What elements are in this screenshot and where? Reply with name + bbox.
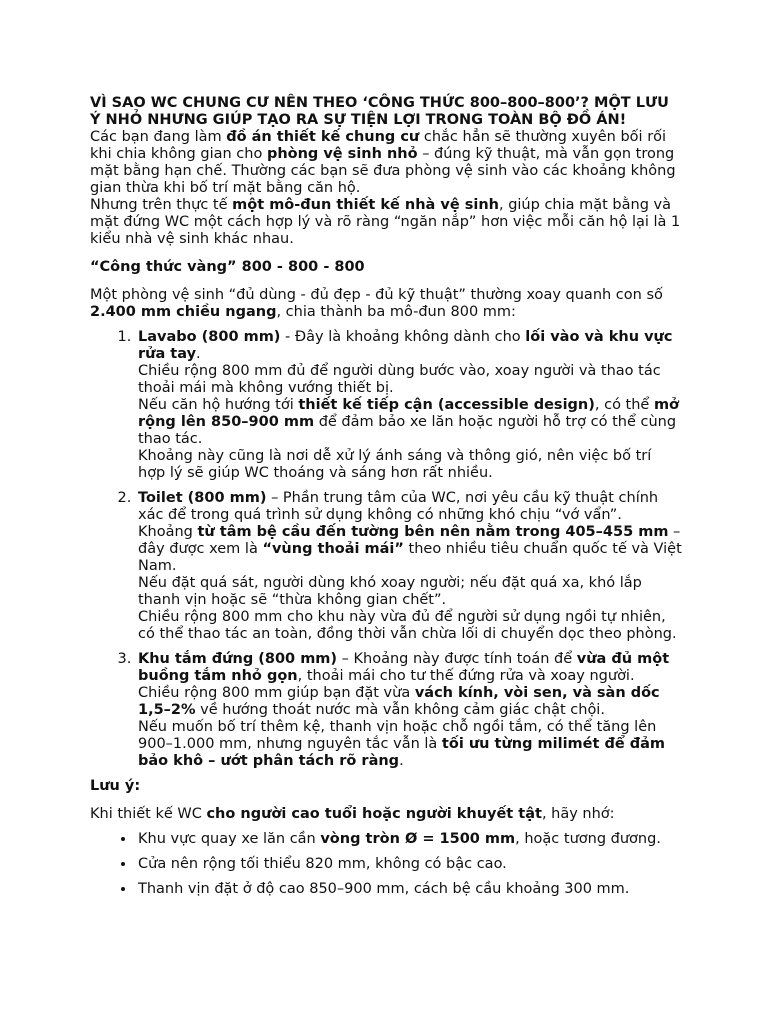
- text-run: Một phòng vệ sinh “đủ dùng - đủ đẹp - đủ kỹ thuật” thường xoay quanh con số: [90, 287, 663, 303]
- text-run: về hướng thoát nước mà vẫn không cảm giác chật chội.: [195, 702, 605, 718]
- bold-text: tối ưu từng milimét để đảm bảo khô – ướt phân tách rõ ràng: [138, 736, 666, 769]
- item-title: Lavabo (800 mm): [138, 329, 281, 345]
- list-item: [136, 881, 682, 898]
- item-title: Khu tắm đứng (800 mm): [138, 651, 338, 667]
- text-run: – đúng kỹ thuật, mà vẫn gọn trong mặt bằng hạn chế. Thường các bạn sẽ đưa phòng vệ sinh vào các khoảng không gian thừa khi bố trí mặt bằng căn hộ.: [90, 146, 676, 196]
- formula-heading: [90, 259, 682, 276]
- bold-text: phòng vệ sinh nhỏ: [266, 146, 418, 162]
- note-intro: [90, 806, 682, 823]
- text-run: Khu vực quay xe lăn cần: [138, 831, 321, 847]
- list-item: [136, 831, 682, 848]
- bold-text: 2.400 mm chiều ngang: [90, 304, 277, 320]
- item-line: Chiều rộng 800 mm đủ để người dùng bước vào, xoay người và thao tác thoải mái mà không vướng thiết bị.: [138, 363, 661, 396]
- formula-intro: [90, 287, 682, 321]
- bold-text: từ tâm bệ cầu đến tường bên nên nằm trong 405–455 mm: [197, 524, 669, 540]
- text-run: , hoặc tương đương.: [515, 831, 661, 847]
- bold-text: cho người cao tuổi hoặc người khuyết tật: [206, 806, 542, 822]
- item-lead: [138, 490, 682, 524]
- text-run: - Đây là khoảng không dành cho: [280, 329, 526, 345]
- text-run: .: [196, 346, 201, 362]
- item-lead: [138, 651, 682, 685]
- text-run: Nếu căn hộ hướng tới: [138, 397, 299, 413]
- module-item-shower: [136, 651, 682, 770]
- bold-text: một mô-đun thiết kế nhà vệ sinh: [232, 197, 499, 213]
- text-run: Thanh vịn đặt ở độ cao 850–900 mm, cách bệ cầu khoảng 300 mm.: [138, 881, 630, 897]
- document-title: VÌ SAO WC CHUNG CƯ NÊN THEO ‘CÔNG THỨC 800–800–800’? MỘT LƯU Ý NHỎ NHƯNG GIÚP TẠO RA SỰ TIỆN LỢI TRONG TOÀN BỘ ĐỒ ÁN!: [90, 95, 669, 128]
- text-run: .: [399, 753, 404, 769]
- bold-text: “vùng thoải mái”: [262, 541, 404, 557]
- module-list: [90, 329, 682, 770]
- text-run: chắc hẳn sẽ thường xuyên bối rối khi chia không gian cho: [90, 129, 667, 162]
- bold-text: đồ án thiết kế chung cư: [226, 129, 420, 145]
- item-line: Nếu đặt quá sát, người dùng khó xoay người; nếu đặt quá xa, khó lắp thanh vịn hoặc sẽ “thừa không gian chết”.: [138, 575, 642, 608]
- text-run: – Phần trung tâm của WC, nơi yêu cầu kỹ thuật chính xác để trong quá trình sử dụng không có những khó chịu “vớ vẩn”.: [138, 490, 659, 523]
- item-line: [138, 719, 682, 770]
- text-run: Chiều rộng 800 mm giúp bạn đặt vừa: [138, 685, 415, 701]
- bold-text: lối vào và khu vực rửa tay: [138, 329, 673, 362]
- text-run: – đây được xem là: [138, 524, 681, 557]
- item-line: Khoảng này cũng là nơi dễ xử lý ánh sáng và thông gió, nên việc bố trí hợp lý sẽ giúp WC thoáng và sáng hơn rất nhiều.: [138, 448, 652, 481]
- text-run: Khoảng: [138, 524, 198, 540]
- item-line: Chiều rộng 800 mm cho khu này vừa đủ để người sử dụng ngồi tự nhiên, có thể thao tác an toàn, đồng thời vẫn chừa lối di chuyển dọc theo phòng.: [138, 609, 677, 642]
- list-item: [136, 856, 682, 873]
- note-heading: [90, 778, 682, 795]
- text-run: , hãy nhớ:: [541, 806, 615, 822]
- document-body: [90, 95, 682, 906]
- module-item-lavabo: [136, 329, 682, 482]
- text-run: theo nhiều tiêu chuẩn quốc tế và Việt Nam.: [138, 541, 682, 574]
- text-run: , giúp chia mặt bằng và mặt đứng WC một cách hợp lý và rõ ràng “ngăn nắp” hơn việc mỗi căn hộ lại là 1 kiểu nhà vệ sinh khác nhau.: [90, 197, 681, 247]
- formula-heading-text: “Công thức vàng” 800 - 800 - 800: [90, 259, 365, 275]
- intro-paragraph-2: [90, 197, 682, 248]
- bold-text: vách kính, vòi sen, và sàn dốc 1,5–2%: [138, 685, 660, 718]
- intro-paragraph-1: [90, 129, 682, 197]
- bold-text: vừa đủ một buồng tắm nhỏ gọn: [138, 651, 670, 684]
- text-run: Cửa nên rộng tối thiểu 820 mm, không có bậc cao.: [138, 856, 507, 872]
- item-line: [138, 524, 682, 575]
- item-line: [138, 685, 682, 719]
- text-run: , có thể: [594, 397, 654, 413]
- text-run: , thoải mái cho tư thế đứng rửa và xoay người.: [297, 668, 635, 684]
- bold-text: mở rộng lên 850–900 mm: [138, 397, 680, 430]
- bold-text: vòng tròn Ø = 1500 mm: [320, 831, 516, 847]
- text-run: Nếu muốn bố trí thêm kệ, thanh vịn hoặc chỗ ngồi tắm, có thể tăng lên 900–1.000 mm, nhưng nguyên tắc vẫn là: [138, 719, 657, 752]
- bold-text: thiết kế tiếp cận (accessible design): [298, 397, 595, 413]
- text-run: – Khoảng này được tính toán để: [337, 651, 577, 667]
- item-line: [138, 397, 682, 448]
- text-run: , chia thành ba mô-đun 800 mm:: [276, 304, 516, 320]
- note-list: [90, 831, 682, 898]
- item-title: Toilet (800 mm): [138, 490, 267, 506]
- text-run: Các bạn đang làm: [90, 129, 227, 145]
- note-heading-text: Lưu ý:: [90, 778, 141, 794]
- item-lead: [138, 329, 682, 363]
- text-run: Nhưng trên thực tế: [90, 197, 233, 213]
- text-run: để đảm bảo xe lăn hoặc người hỗ trợ có thể cùng thao tác.: [138, 414, 677, 447]
- module-item-toilet: [136, 490, 682, 643]
- text-run: Khi thiết kế WC: [90, 806, 207, 822]
